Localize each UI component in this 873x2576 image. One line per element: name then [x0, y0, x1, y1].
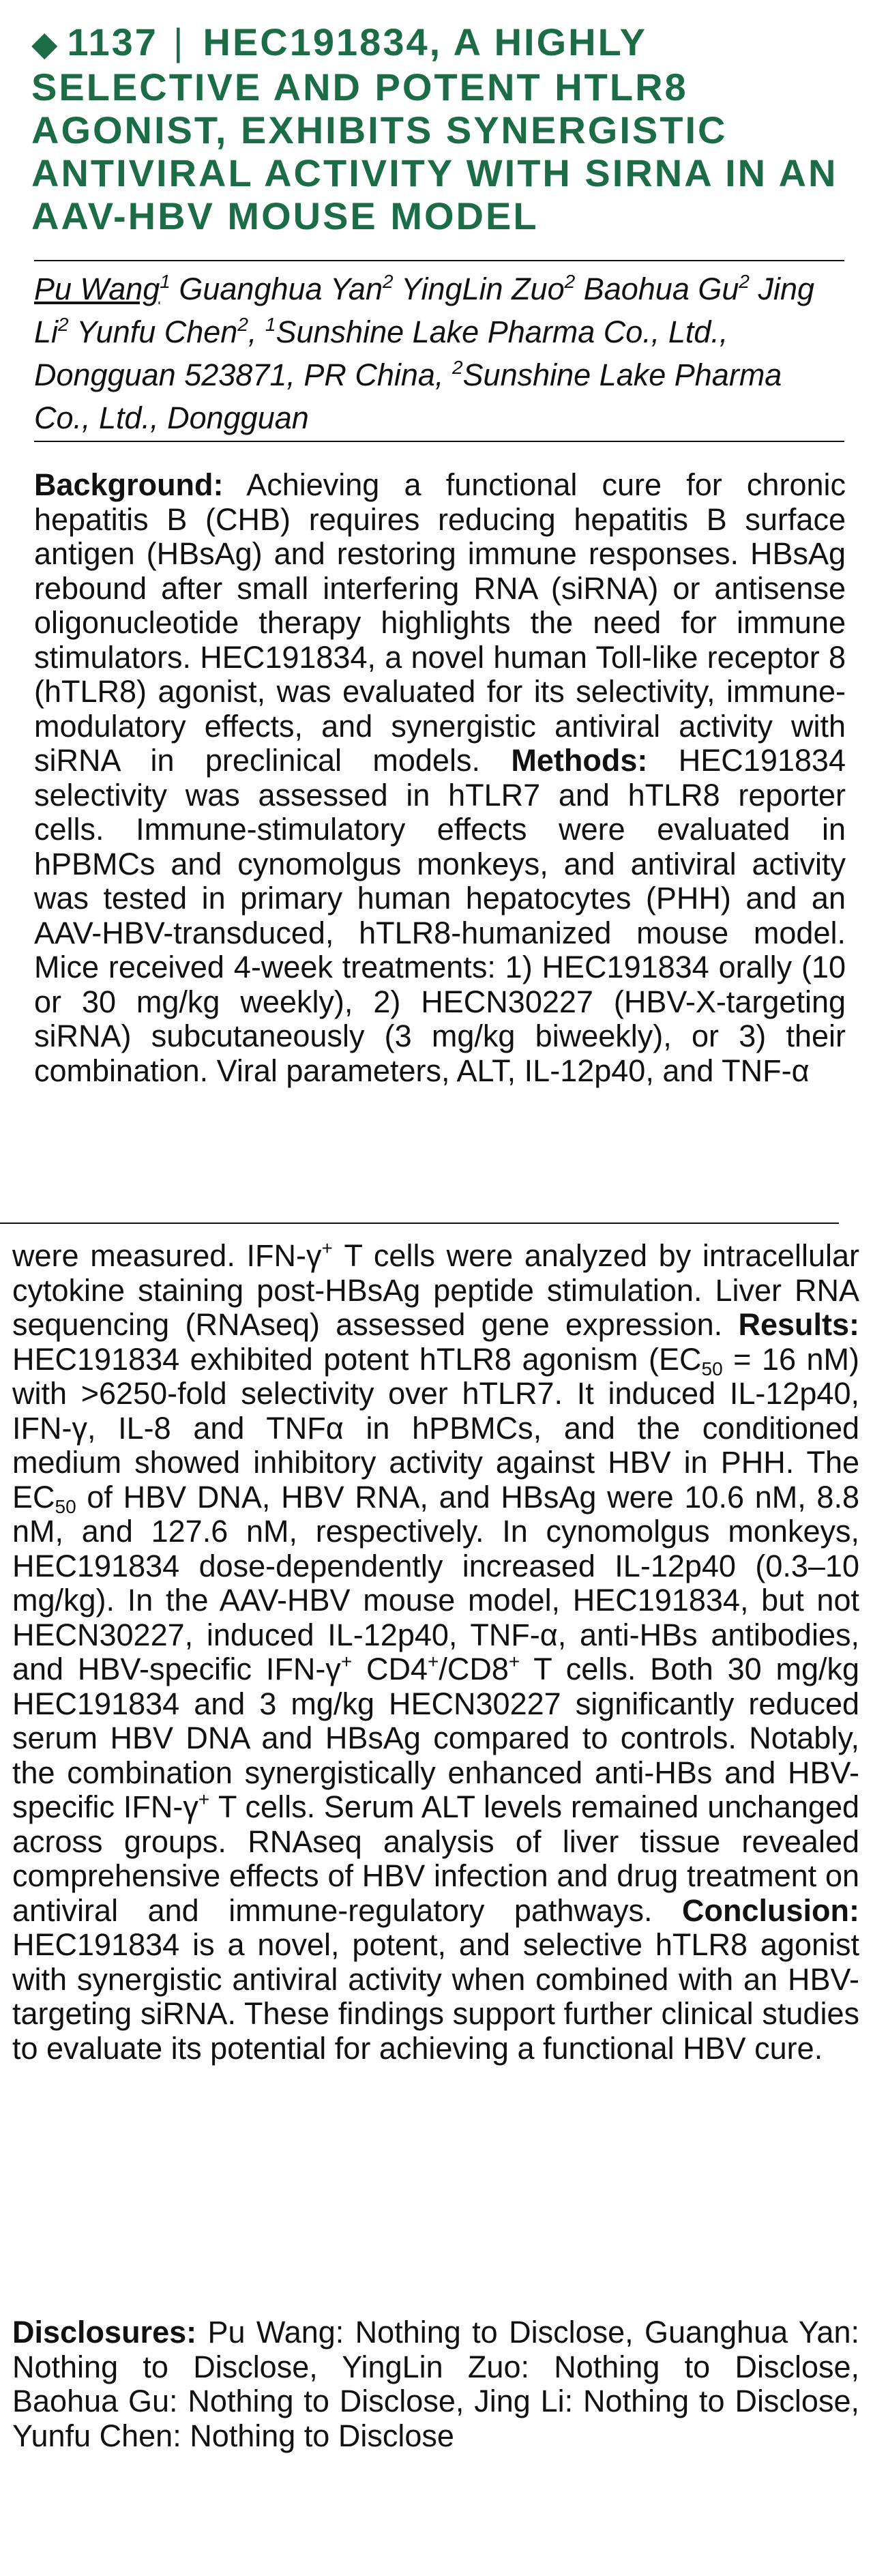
superscript: +: [340, 1651, 353, 1672]
results-text: CD4: [352, 1652, 428, 1686]
affiliation-mark: 2: [452, 357, 463, 378]
affiliation-mark: 1: [160, 271, 171, 292]
presenting-author: Pu Wang: [34, 272, 160, 306]
results-text: /CD8: [439, 1652, 509, 1686]
background-label: Background:: [34, 467, 224, 502]
author-list: [34, 267, 846, 439]
affiliation-mark: 1: [265, 314, 276, 335]
diamond-bullet-icon: ◆: [31, 25, 58, 63]
methods-label: Methods:: [511, 743, 648, 778]
author: YingLin Zuo: [393, 272, 565, 306]
results-text: T cells. Both 30 mg/kg HEC191834 and 3 mg/kg HECN30227 significantly reduced serum HBV DNA and HBsAg compared to controls. Notably, the combination synergistically enhanced anti-HBs and HBV-specific IFN-γ: [12, 1652, 859, 1824]
background-text: Achieving a functional cure for chronic hepatitis B (CHB) requires reducing hepatitis B surface antigen (HBsAg) and restoring immune responses. HBsAg rebound after small interfering RNA (siRNA) or antisense oligonucleotide therapy highlights the need for immune stimulators. HEC191834, a novel human Toll-like receptor 8 (hTLR8) agonist, was evaluated for its selectivity, immune-modulatory effects, and synergistic antiviral activity with siRNA in preclinical models.: [34, 467, 846, 778]
abstract-number: 1137: [67, 20, 158, 63]
affiliation: Sunshine Lake Pharma Co., Ltd., Dongguan 523871, PR China,: [34, 314, 728, 392]
authors-divider: [34, 441, 844, 442]
disclosures: [12, 2315, 859, 2453]
author: Baohua Gu: [575, 272, 739, 306]
author: Yunfu Chen: [68, 314, 238, 349]
affiliation-mark: 2: [739, 271, 750, 292]
superscript: +: [508, 1651, 520, 1672]
subscript: 50: [55, 1495, 76, 1517]
column-divider: [0, 1223, 839, 1224]
abstract-column-top: [34, 468, 846, 1088]
superscript: +: [321, 1238, 333, 1259]
top-divider: [34, 260, 844, 261]
methods-text: HEC191834 selectivity was assessed in hTLR7 and hTLR8 reporter cells. Immune-stimulatory effects were evaluated in hPBMCs and cynomolgus monkeys, and antiviral activity was tested in primary human hepatocytes (PHH) and an AAV-HBV-transduced, hTLR8-humanized mouse model. Mice received 4-week treatments: 1) HEC191834 orally (10 or 30 mg/​kg weekly), 2) HECN30227 (HBV-X-targeting siRNA) subcutaneously (3 mg/kg biweekly), or 3) their combination. Viral parameters, ALT, IL-12p40, and TNF-α: [34, 743, 846, 1088]
author: Jing Li: [34, 272, 815, 349]
disclosures-label: Disclosures:: [12, 2315, 197, 2350]
superscript: +: [428, 1651, 439, 1672]
results-text: HEC191834 exhibited potent hTLR8 agonism (EC: [12, 1341, 702, 1377]
affiliation-mark: 2: [564, 271, 576, 292]
affiliation-mark: 2: [58, 314, 69, 335]
affiliation-mark: 2: [383, 271, 394, 292]
author: Guanghua Yan: [170, 272, 383, 306]
methods-text: T cells were analyzed by intracellular cytokine staining post-HBsAg peptide stimulation. Liver RNA sequencing (RNAseq) assessed gene expression.: [12, 1238, 859, 1342]
separator: ,: [248, 314, 265, 349]
methods-text: were measured. IFN-γ: [12, 1238, 322, 1273]
abstract-column-bottom: [12, 1239, 859, 2066]
results-text: = 16 nM) with >6250-fold selectivity over hTLR7. It induced IL-12p40, IFN-γ, IL-8 and TNFα in hPBMCs, and the conditioned medium showed inhibitory activity against HBV in PHH. The EC: [12, 1341, 859, 1514]
results-text: of HBV DNA, HBV RNA, and HBsAg were 10.6 nM, 8.8 nM, and 127.6 nM, respectively. In cynomolgus monkeys, HEC191834 dose-dependently increased IL-12p40 (0.3–10 mg/kg). In the AAV-HBV mouse model, HEC191834, but not HECN30227, induced IL-12p40, TNF-α, anti-HBs antibodies, and HBV-specific IFN-γ: [12, 1479, 859, 1686]
conclusion-label: Conclusion:: [682, 1892, 859, 1928]
conclusion-text: HEC191834 is a novel, potent, and selective hTLR8 agonist with synergistic antiviral activity when combined with an HBV-targeting siRNA. These findings support further clinical studies to evaluate its potential for achieving a functional HBV cure.: [12, 1927, 859, 2066]
title-separator: |: [173, 20, 186, 63]
disclosures-text: Pu Wang: Nothing to Disclose, Guanghua Yan: Nothing to Disclose, YingLin Zuo: Nothing to Disclose, Baohua Gu: Nothing to Disclose, Jing Li: Nothing to Disclose, Yunfu Chen: Nothing to Disclose: [12, 2315, 859, 2453]
results-label: Results:: [738, 1307, 859, 1342]
superscript: +: [198, 1789, 210, 1810]
subscript: 50: [701, 1358, 723, 1379]
affiliation: Sunshine Lake Pharma Co., Ltd., Dongguan: [34, 357, 782, 435]
title-text: HEC191834, A HIGHLY SELECTIVE AND POTENT HTLR8 AGONIST, EXHIBITS SYNERGISTIC ANTIVIRAL ACTIVITY WITH SIRNA IN AN AAV-HBV MOUSE MODEL: [31, 20, 838, 237]
affiliation-mark: 2: [237, 314, 248, 335]
abstract-title: [31, 20, 850, 237]
results-text: T cells. Serum ALT levels remained unchanged across groups. RNAseq analysis of liver tissue revealed comprehensive effects of HBV infection and drug treatment on antiviral and immune-regulatory pathways.: [12, 1789, 860, 1928]
